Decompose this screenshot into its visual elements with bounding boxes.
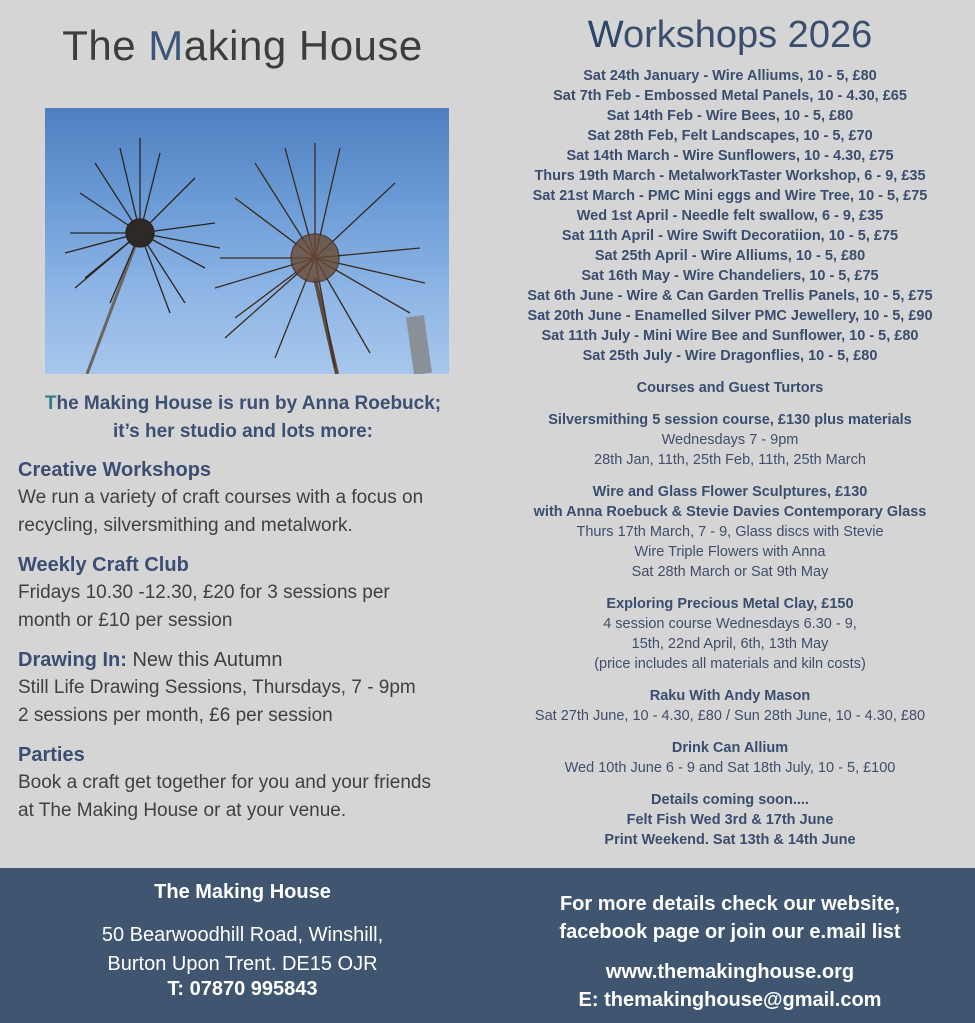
section-line: 2 sessions per month, £6 per session xyxy=(18,705,333,726)
coming-soon-line: Print Weekend. Sat 13th & 14th June xyxy=(604,832,856,848)
footer xyxy=(0,868,975,1023)
address-line: Burton Upon Trent. DE15 OJR xyxy=(107,953,378,975)
course-block xyxy=(485,738,975,778)
section-weekly-craft-club xyxy=(18,551,473,635)
left-column xyxy=(0,0,485,868)
title-part: The xyxy=(62,22,149,69)
workshop-item: Sat 25th July - Wire Dragonflies, 10 - 5, £80 xyxy=(582,348,878,364)
workshop-item: Sat 25th April - Wire Alliums, 10 - 5, £80 xyxy=(594,248,866,264)
course-heading: Wire and Glass Flower Sculptures, £130 xyxy=(592,484,868,500)
course-heading: Drink Can Allium xyxy=(671,740,789,756)
workshop-item: Wed 1st April - Needle felt swallow, 6 - 9, £35 xyxy=(576,208,884,224)
section-heading xyxy=(18,646,473,674)
coming-soon-line: Felt Fish Wed 3rd & 17th June xyxy=(626,812,834,828)
course-heading: Exploring Precious Metal Clay, £150 xyxy=(606,596,854,612)
section-line: recycling, silversmithing and metalwork. xyxy=(18,515,353,536)
section-drawing-in xyxy=(18,646,473,730)
course-heading: with Anna Roebuck & Stevie Davies Contemporary Glass xyxy=(533,504,927,520)
course-line: 4 session course Wednesdays 6.30 - 9, xyxy=(603,616,857,632)
section-line: at The Making House or at your venue. xyxy=(18,800,347,821)
workshop-item: Sat 16th May - Wire Chandeliers, 10 - 5, £75 xyxy=(581,268,879,284)
workshop-item: Sat 7th Feb - Embossed Metal Panels, 10 - 4.30, £65 xyxy=(553,88,907,104)
website-link[interactable]: www.themakinghouse.org xyxy=(605,961,855,983)
title-accent-letter: M xyxy=(148,22,184,69)
section-heading: Parties xyxy=(18,744,85,766)
coming-soon xyxy=(485,790,975,850)
course-line: (price includes all materials and kiln costs) xyxy=(594,656,866,672)
course-line: 28th Jan, 11th, 25th Feb, 11th, 25th March xyxy=(594,452,866,468)
workshop-item: Sat 24th January - Wire Alliums, 10 - 5, £80 xyxy=(583,68,877,84)
footer-online xyxy=(485,868,975,1023)
intro-line: it’s her studio and lots more: xyxy=(112,421,374,442)
workshop-item: Sat 11th April - Wire Swift Decoratiion, 10 - 5, £75 xyxy=(561,228,899,244)
section-creative-workshops xyxy=(18,456,473,540)
services-list xyxy=(18,456,473,836)
footer-links xyxy=(485,958,975,1014)
section-line: Still Life Drawing Sessions, Thursdays, 7 - 9pm xyxy=(18,677,416,698)
address-line: 50 Bearwoodhill Road, Winshill, xyxy=(101,924,384,946)
workshop-item: Sat 20th June - Enamelled Silver PMC Jewellery, 10 - 5, £90 xyxy=(527,308,933,324)
section-line: month or £10 per session xyxy=(18,610,233,631)
course-line: Sat 27th June, 10 - 4.30, £80 / Sun 28th June, 10 - 4.30, £80 xyxy=(534,708,926,724)
workshop-item: Sat 6th June - Wire & Can Garden Trellis Panels, 10 - 5, £75 xyxy=(527,288,933,304)
section-line: Fridays 10.30 -12.30, £20 for 3 sessions per xyxy=(18,582,390,603)
intro-first-letter: T xyxy=(44,393,57,414)
email-link[interactable]: E: themakinghouse@gmail.com xyxy=(578,989,882,1011)
footer-info xyxy=(485,890,975,946)
intro-text xyxy=(18,390,468,446)
course-line: Wed 10th June 6 - 9 and Sat 18th July, 10 - 5, £100 xyxy=(564,760,896,776)
footer-contact xyxy=(0,868,485,1023)
course-heading: Raku With Andy Mason xyxy=(649,688,811,704)
section-heading: Weekly Craft Club xyxy=(18,554,189,576)
section-heading: Creative Workshops xyxy=(18,459,212,481)
workshop-item: Sat 21st March - PMC Mini eggs and Wire Tree, 10 - 5, £75 xyxy=(532,188,928,204)
intro-line: he Making House is run by Anna Roebuck; xyxy=(56,393,442,414)
course-block xyxy=(485,410,975,470)
course-block xyxy=(485,482,975,582)
title-part: aking House xyxy=(183,22,423,69)
courses-heading: Courses and Guest Turtors xyxy=(636,380,824,396)
footer-address xyxy=(0,921,485,979)
info-line: facebook page or join our e.mail list xyxy=(559,921,901,943)
course-line: Thurs 17th March, 7 - 9, Glass discs with Stevie xyxy=(576,524,884,540)
course-heading: Silversmithing 5 session course, £130 plus materials xyxy=(548,412,912,428)
section-line: We run a variety of craft courses with a focus on xyxy=(18,487,424,508)
workshop-item: Thurs 19th March - MetalworkTaster Workshop, 6 - 9, £35 xyxy=(534,168,926,184)
course-line: 15th, 22nd April, 6th, 13th May xyxy=(631,636,829,652)
course-line: Wednesdays 7 - 9pm xyxy=(661,432,799,448)
section-heading-plain: New this Autumn xyxy=(126,649,283,671)
workshops-title xyxy=(485,14,975,57)
footer-phone[interactable]: T: 07870 995843 xyxy=(167,978,318,1000)
courses-list xyxy=(485,378,975,850)
section-parties xyxy=(18,741,473,825)
course-block xyxy=(485,594,975,674)
footer-business-name: The Making House xyxy=(154,881,331,903)
section-heading-bold: Drawing In: xyxy=(18,649,127,671)
workshops-title-accent: W xyxy=(587,14,623,56)
coming-soon-line: Details coming soon.... xyxy=(651,792,809,808)
workshop-item: Sat 11th July - Mini Wire Bee and Sunflower, 10 - 5, £80 xyxy=(541,328,919,344)
info-line: For more details check our website, xyxy=(559,893,901,915)
course-line: Wire Triple Flowers with Anna xyxy=(634,544,826,560)
workshop-item: Sat 14th March - Wire Sunflowers, 10 - 4.30, £75 xyxy=(566,148,894,164)
course-block xyxy=(485,686,975,726)
workshop-list xyxy=(485,66,975,366)
workshop-item: Sat 28th Feb, Felt Landscapes, 10 - 5, £70 xyxy=(587,128,873,144)
dandelion-sculpture-photo xyxy=(45,108,449,374)
right-column xyxy=(485,0,975,868)
workshops-title-rest: orkshops 2026 xyxy=(622,14,873,56)
workshop-item: Sat 14th Feb - Wire Bees, 10 - 5, £80 xyxy=(606,108,854,124)
section-line: Book a craft get together for you and your friends xyxy=(18,772,431,793)
page-title xyxy=(0,22,485,70)
course-line: Sat 28th March or Sat 9th May xyxy=(631,564,829,580)
